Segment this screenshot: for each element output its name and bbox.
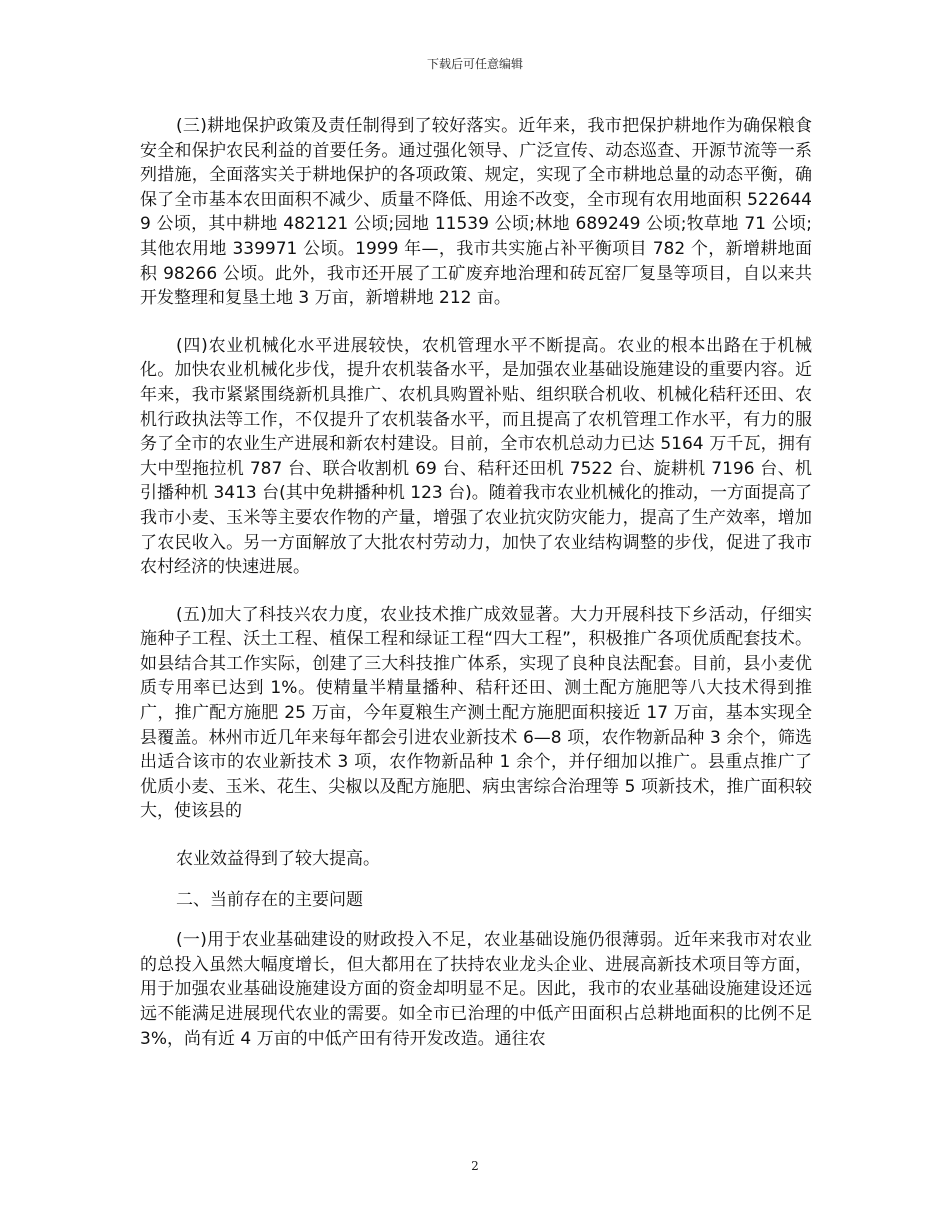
document-body bbox=[140, 114, 812, 1074]
paragraph-technology-promotion: (五)加大了科技兴农力度，农业技术推广成效显著。大力开展科技下乡活动，仔细实施种子工程、沃土工程、植保工程和绿证工程“四大工程”，积极推广各项优质配套技术。如县结合其工作实际，创建了三大科技推广体系，实现了良种良法配套。目前，县小麦优质专用率已达到 1%。使精量半精量播种、秸秆还田、测土配方施肥等八大技术得到推广，推广配方施肥 25 万亩，今年夏粮生产测土配方施肥面积接近 17 万亩，基本实现全县覆盖。林州市近几年来每年都会引进农业新技术 6—8 项，农作物新品种 3 余个，筛选出适合该市的农业新技术 3 项，农作物新品种 1 余个，并仔细加以推广。县重点推广了优质小麦、玉米、花生、尖椒以及配方施肥、病虫害综合治理等 5 项新技术，推广面积较大，使该县的 bbox=[140, 604, 812, 822]
page-header: 下载后可任意编辑 bbox=[426, 57, 523, 71]
paragraph-agricultural-mechanization: (四)农业机械化水平进展较快，农机管理水平不断提高。农业的根本出路在于机械化。加快农业机械化步伐，提升农机装备水平，是加强农业基础设施建设的重要内容。近年来，我市紧紧围绕新机具推广、农机具购置补贴、组织联合机收、机械化秸秆还田、农机行政执法等工作，不仅提升了农机装备水平，而且提高了农机管理工作水平，有力的服务了全市的农业生产进展和新农村建设。目前，全市农机总动力已达 5164 万千瓦，拥有大中型拖拉机 787 台、联合收割机 69 台、秸秆还田机 7522 台、旋耕机 7196 台、机引播种机 3413 台(其中免耕播种机 123 台)。随着我市农业机械化的推动，一方面提高了我市小麦、玉米等主要农作物的产量，增强了农业抗灾防灾能力，提高了生产效率，增加了农民收入。另一方面解放了大批农村劳动力，加快了农业结构调整的步伐，促进了我市农村经济的快速进展。 bbox=[140, 335, 812, 578]
paragraph-financial-investment: (一)用于农业基础建设的财政投入不足，农业基础设施仍很薄弱。近年来我市对农业的总投入虽然大幅度增长，但大都用在了扶持农业龙头企业、进展高新技术项目等方面，用于加强农业基础设施建设方面的资金却明显不足。因此，我市的农业基础设施建设还远远不能满足进展现代农业的需要。如全市已治理的中低产田面积占总耕地面积的比例不足 3%，尚有近 4 万亩的中低产田有待开发改造。通往农 bbox=[140, 930, 812, 1049]
paragraph-farmland-protection: (三)耕地保护政策及责任制得到了较好落实。近年来，我市把保护耕地作为确保粮食安全和保护农民利益的首要任务。通过强化领导、广泛宣传、动态巡查、开源节流等一系列措施，全面落实关于耕地保护的各项政策、规定，实现了全市耕地总量的动态平衡，确保了全市基本农田面积不减少、质量不降低、用途不改变，全市现有农用地面积 5226449 公顷，其中耕地 482121 公顷;园地 11539 公顷;林地 689249 公顷;牧草地 71 公顷;其他农用地 339971 公顷。1999 年—，我市共实施占补平衡项目 782 个，新增耕地面积 98266 公顷。此外，我市还开展了工矿废弃地治理和砖瓦窑厂复垦等项目，自以来共开发整理和复垦土地 3 万亩，新增耕地 212 亩。 bbox=[140, 116, 812, 309]
paragraph-continuation: 农业效益得到了较大提高。 bbox=[176, 849, 380, 870]
page-number: 2 bbox=[471, 1159, 479, 1173]
section-heading-problems: 二、当前存在的主要问题 bbox=[176, 889, 363, 910]
